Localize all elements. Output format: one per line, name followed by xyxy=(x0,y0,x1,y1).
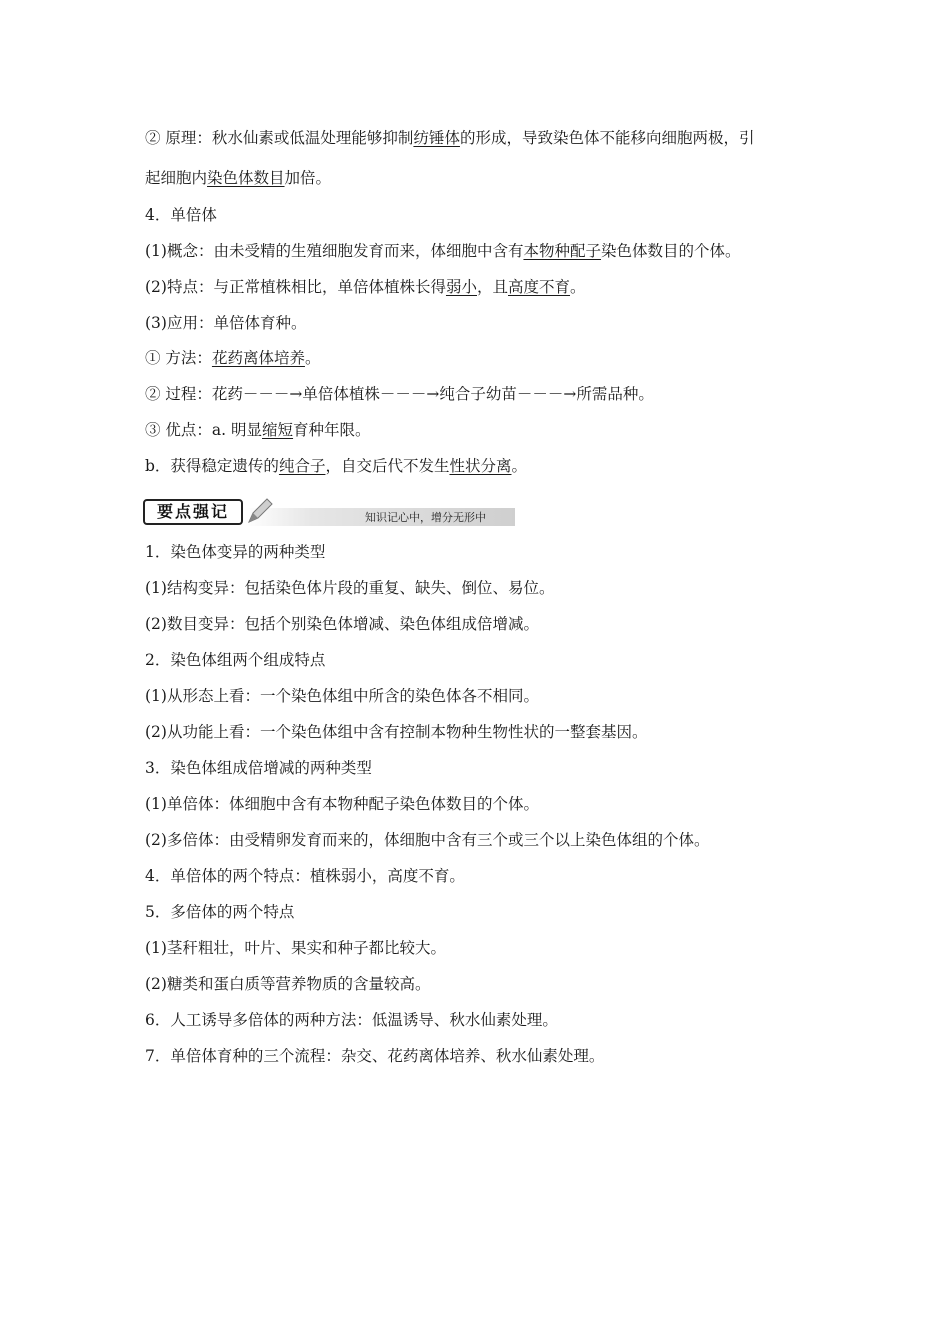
text: ② 原理：秋水仙素或低温处理能够抑制 xyxy=(145,129,414,147)
summary-line: (2)多倍体：由受精卵发育而来的，体细胞中含有三个或三个以上染色体组的个体。 xyxy=(145,831,710,849)
text: 起细胞内 xyxy=(145,169,208,187)
answer-blank: 染色体数目 xyxy=(207,169,285,187)
answer-blank: 弱小 xyxy=(445,278,477,296)
text: 加倍。 xyxy=(284,169,332,187)
text: ① 方法： xyxy=(145,349,212,367)
summary-line: 6．人工诱导多倍体的两种方法：低温诱导、秋水仙素处理。 xyxy=(145,1011,558,1029)
answer-blank: 高度不育 xyxy=(508,278,571,296)
advantage-line-a xyxy=(145,420,371,440)
text: (2)特点：与正常植株相比，单倍体植株长得 xyxy=(145,278,446,296)
feature-line xyxy=(145,277,586,297)
summary-line: 1．染色体变异的两种类型 xyxy=(145,543,326,561)
text: 的形成，导致染色体不能移向细胞两极，引 xyxy=(459,129,755,147)
text: 。 xyxy=(304,349,321,367)
section-heading-haploid: 4．单倍体 xyxy=(145,206,217,224)
text: 。 xyxy=(511,457,527,475)
banner-slogan: 知识记心中，增分无形中 xyxy=(365,511,486,524)
banner-title: 要点强记 xyxy=(143,499,243,525)
summary-line: 4．单倍体的两个特点：植株弱小，高度不育。 xyxy=(145,867,465,885)
answer-blank: 本物种配子 xyxy=(523,242,601,260)
summary-line: 2．染色体组两个组成特点 xyxy=(145,651,326,669)
advantage-line-b xyxy=(145,456,527,476)
pencil-icon xyxy=(243,496,275,526)
text: (1)概念：由未受精的生殖细胞发育而来，体细胞中含有 xyxy=(145,242,524,260)
summary-line: 7．单倍体育种的三个流程：杂交、花药离体培养、秋水仙素处理。 xyxy=(145,1047,605,1065)
method-line xyxy=(145,348,320,368)
text: ，自交后代不发生 xyxy=(325,457,450,475)
summary-line: (1)茎秆粗壮，叶片、果实和种子都比较大。 xyxy=(145,939,446,957)
text: 。 xyxy=(570,278,586,296)
text: ，且 xyxy=(476,278,508,296)
summary-line: (1)结构变异：包括染色体片段的重复、缺失、倒位、易位。 xyxy=(145,579,555,597)
principle-line-1 xyxy=(145,128,754,148)
application-line: (3)应用：单倍体育种。 xyxy=(145,314,307,332)
summary-line: (2)从功能上看：一个染色体组中含有控制本物种生物性状的一整套基因。 xyxy=(145,723,648,741)
text: 染色体数目的个体。 xyxy=(600,242,741,260)
process-line: ② 过程：花药－－－→单倍体植株－－－→纯合子幼苗－－－→所需品种。 xyxy=(145,385,654,403)
answer-blank: 纺锤体 xyxy=(413,129,460,147)
text: ③ 优点：a. 明显 xyxy=(145,421,263,439)
principle-line-2 xyxy=(145,168,331,188)
summary-line: (1)从形态上看：一个染色体组中所含的染色体各不相同。 xyxy=(145,687,539,705)
answer-blank: 花药离体培养 xyxy=(211,349,305,367)
answer-blank: 性状分离 xyxy=(449,457,512,475)
answer-blank: 缩短 xyxy=(262,421,294,439)
concept-line xyxy=(145,241,741,261)
summary-line: 3．染色体组成倍增减的两种类型 xyxy=(145,759,372,777)
summary-line: (2)糖类和蛋白质等营养物质的含量较高。 xyxy=(145,975,431,993)
summary-line: (1)单倍体：体细胞中含有本物种配子染色体数目的个体。 xyxy=(145,795,539,813)
key-points-banner xyxy=(143,496,518,530)
summary-line: 5．多倍体的两个特点 xyxy=(145,903,295,921)
summary-line: (2)数目变异：包括个别染色体增减、染色体组成倍增减。 xyxy=(145,615,539,633)
answer-blank: 纯合子 xyxy=(278,457,326,475)
text: b．获得稳定遗传的 xyxy=(145,457,279,475)
text: 育种年限。 xyxy=(293,421,371,439)
